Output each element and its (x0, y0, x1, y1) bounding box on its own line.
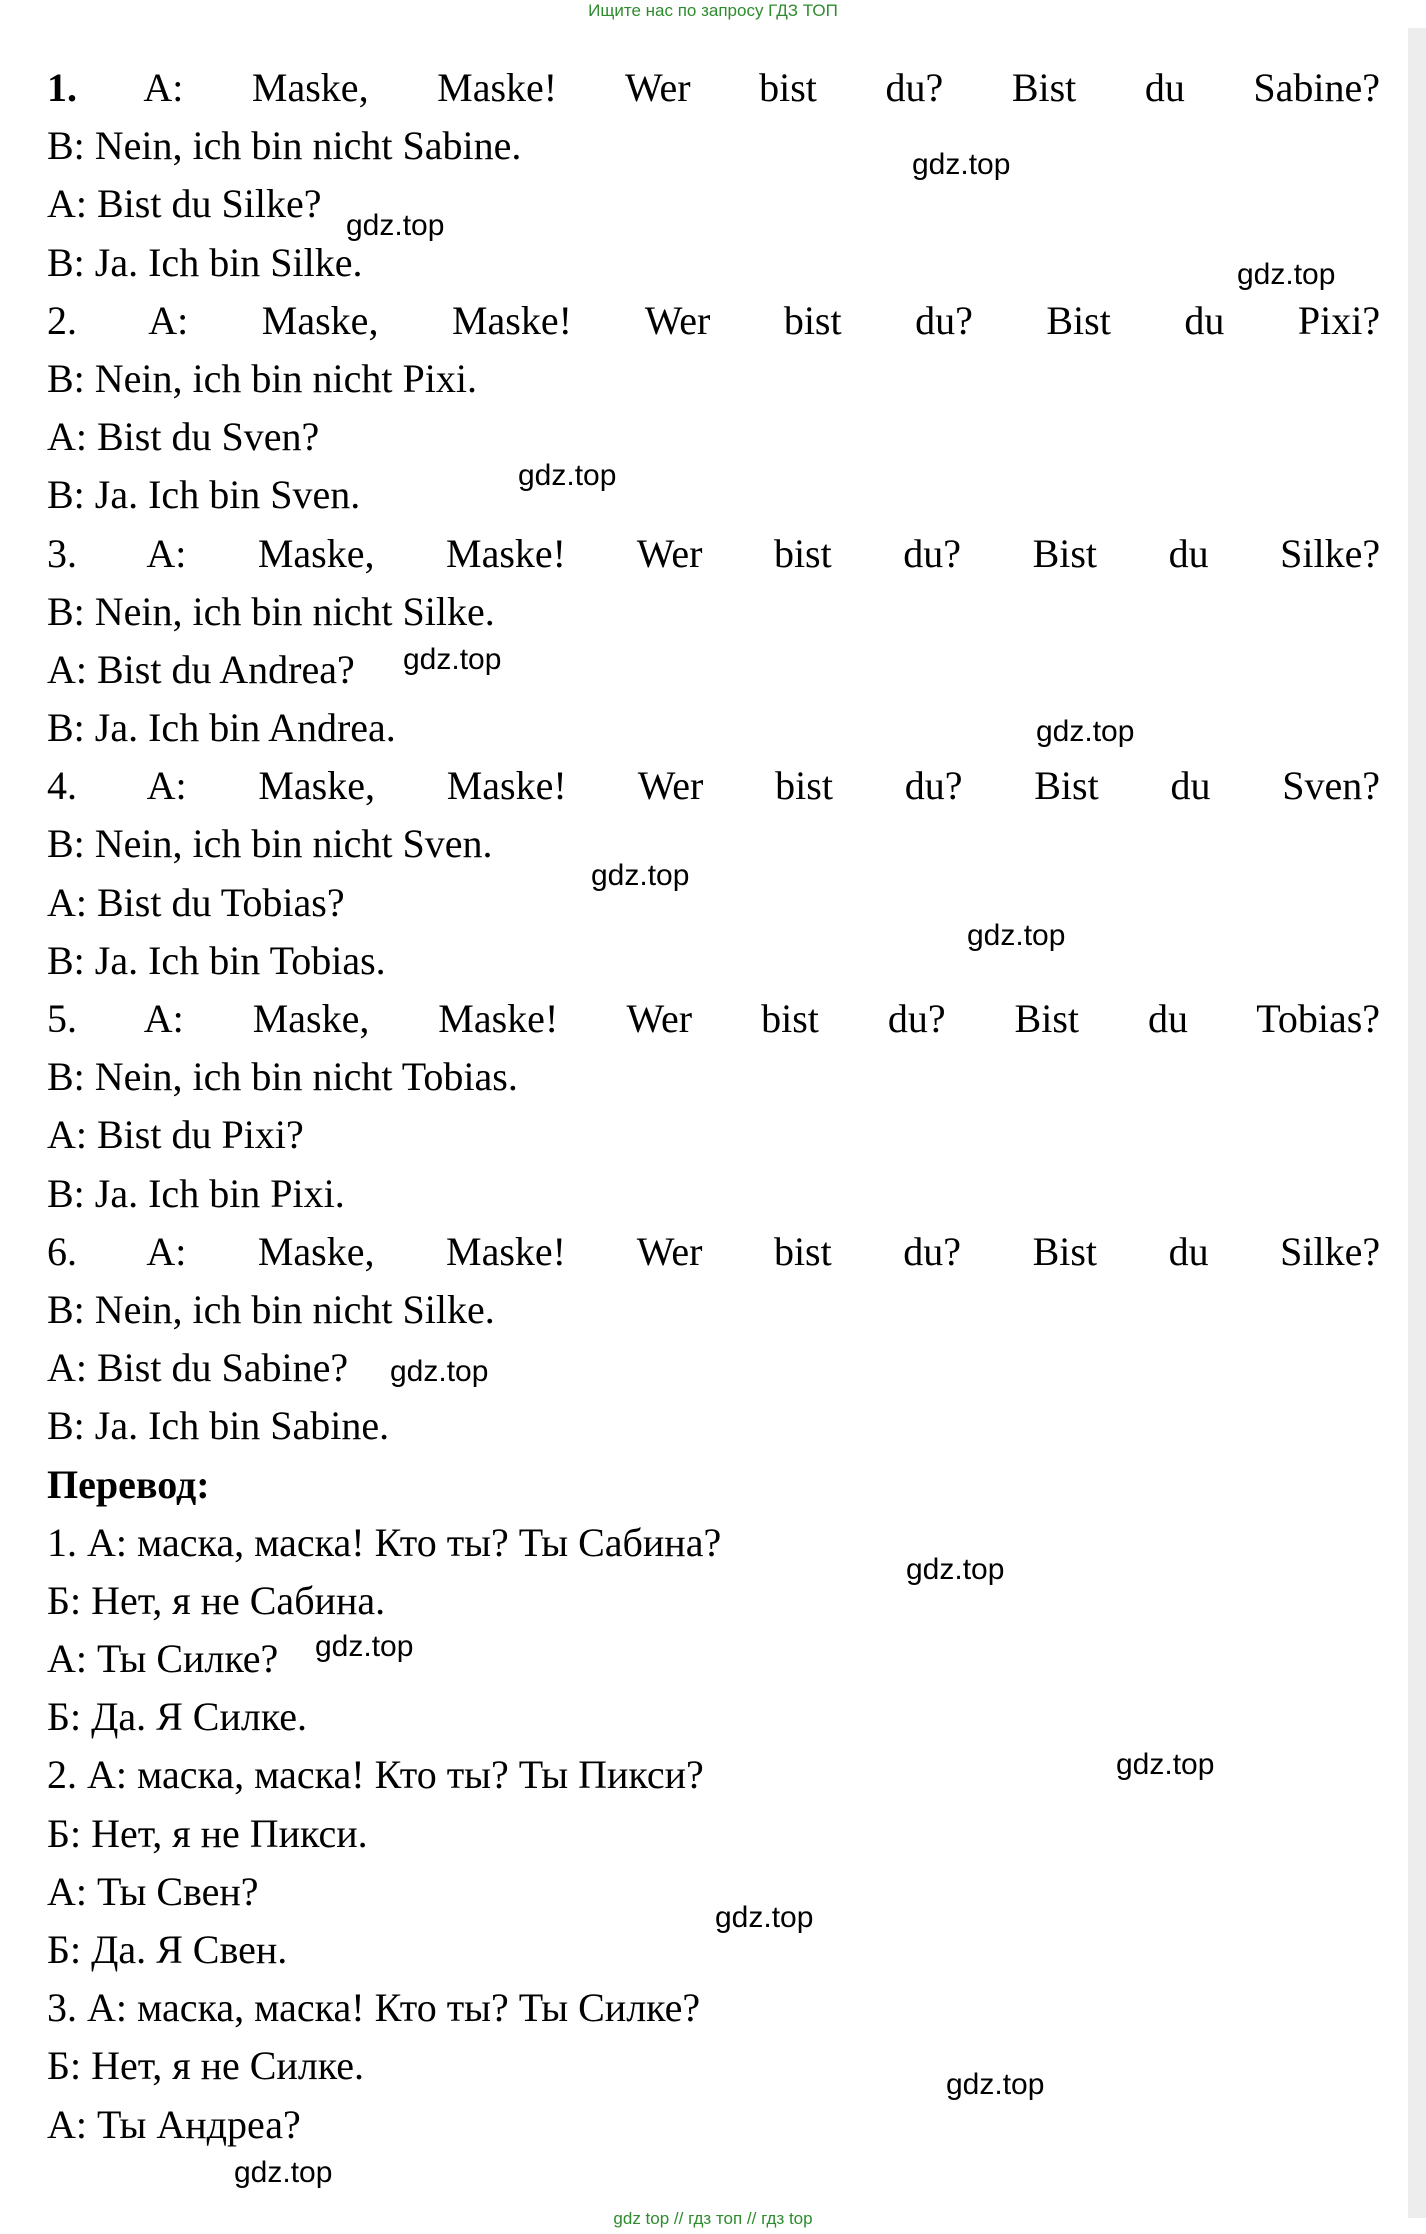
translation-line: 3. А: маска, маска! Кто ты? Ты Силке? (47, 1985, 701, 2031)
translation-line: 2. А: маска, маска! Кто ты? Ты Пикси? (47, 1752, 704, 1798)
dialog-line: B: Nein, ich bin nicht Pixi. (47, 355, 477, 401)
dialog-word: du? (903, 530, 962, 576)
top-banner: Ищите нас по запросу ГДЗ ТОП (588, 1, 838, 20)
dialog-word: Maske, (261, 297, 379, 343)
dialog-word: Maske! (446, 1228, 566, 1274)
watermark: gdz.top (1116, 1748, 1215, 1781)
dialog-question-line (47, 59, 1380, 117)
dialog-number: 5. (47, 996, 77, 1041)
dialog-word: Bist (1032, 1228, 1098, 1274)
translation-line: 1. А: маска, маска! Кто ты? Ты Сабина? (47, 1519, 722, 1565)
dialog-line: B: Ja. Ich bin Silke. (47, 239, 363, 285)
dialog-word: bist (773, 1228, 832, 1274)
translation-line: Б: Нет, я не Силке. (47, 2043, 364, 2089)
dialog-word: Bist (1046, 297, 1111, 343)
dialog-line: B: Nein, ich bin nicht Silke. (47, 1286, 495, 1332)
dialog-line: A: Bist du Tobias? (47, 879, 345, 925)
dialog-line: A: Bist du Pixi? (47, 1112, 304, 1158)
dialog-word: Maske, (252, 996, 370, 1041)
dialog-word: du (1170, 763, 1211, 809)
dialog-word: Maske! (451, 297, 572, 343)
dialog-line: B: Ja. Ich bin Tobias. (47, 937, 386, 983)
watermark: gdz.top (912, 148, 1011, 181)
german-dialogs (47, 59, 1380, 1456)
dialog-word: Bist (1032, 530, 1098, 576)
dialog-line: B: Ja. Ich bin Sabine. (47, 1403, 390, 1449)
watermark: gdz.top (946, 2068, 1045, 2101)
dialog-word: bist (783, 297, 842, 343)
dialog-word: Maske! (437, 65, 558, 110)
dialog-line: B: Nein, ich bin nicht Sabine. (47, 123, 522, 169)
dialog-word: Maske! (446, 530, 566, 576)
dialog-word: du (1144, 65, 1185, 110)
watermark: gdz.top (234, 2156, 333, 2189)
dialog-question-line (47, 292, 1380, 350)
dialog-word: Bist (1011, 65, 1077, 110)
dialog-question-line (47, 525, 1380, 583)
dialog-word: Wer (644, 297, 711, 343)
dialog-line: A: Bist du Andrea? (47, 646, 355, 692)
translation-line: А: Ты Свен? (47, 1868, 259, 1914)
dialog-word: Sabine? (1253, 65, 1381, 110)
dialog-question-line (47, 757, 1380, 815)
dialog-word: du (1147, 996, 1188, 1041)
watermark: gdz.top (715, 1901, 814, 1934)
dialog-word: Maske, (257, 530, 375, 576)
dialog-word: Sven? (1282, 763, 1381, 809)
scrollbar[interactable] (1408, 28, 1426, 2218)
dialog-word: bist (775, 763, 833, 809)
translation-line: Б: Да. Я Свен. (47, 1927, 288, 1972)
dialog-word: du? (887, 996, 946, 1041)
dialog-number: 6. (47, 1228, 77, 1274)
dialog-word: du (1168, 530, 1209, 576)
translation-line: Б: Нет, я не Пикси. (47, 1810, 368, 1856)
dialog-number: 1. (47, 65, 77, 110)
dialog-word: Pixi? (1297, 297, 1381, 343)
watermark: gdz.top (346, 209, 445, 242)
dialog-word: bist (773, 530, 832, 576)
watermark: gdz.top (1036, 715, 1135, 748)
dialog-word: Wer (624, 65, 691, 110)
dialog-word: Bist (1014, 996, 1080, 1041)
dialog-number: 2. (47, 297, 77, 343)
dialog-word: du? (904, 763, 963, 809)
dialog-word: A: (146, 763, 187, 809)
dialog-word: Wer (636, 1228, 703, 1274)
dialog-number: 3. (47, 530, 77, 576)
watermark: gdz.top (906, 1553, 1005, 1586)
dialog-word: Silke? (1280, 1228, 1381, 1274)
dialog-word: Wer (637, 763, 704, 809)
dialog-word: Silke? (1280, 530, 1381, 576)
dialog-line: B: Nein, ich bin nicht Silke. (47, 588, 495, 634)
dialog-word: Bist (1034, 763, 1099, 809)
dialog-word: Wer (636, 530, 703, 576)
dialog-word: du (1184, 297, 1225, 343)
dialog-word: Maske! (446, 763, 567, 809)
russian-translation (47, 1514, 1380, 2154)
footer-links[interactable]: gdz top // гдз топ // гдз top (613, 2209, 813, 2228)
dialog-word: du? (885, 65, 944, 110)
dialog-line: B: Ja. Ich bin Sven. (47, 472, 361, 518)
dialog-word: bist (759, 65, 817, 110)
dialog-word: du? (915, 297, 973, 343)
dialog-line: B: Nein, ich bin nicht Sven. (47, 821, 493, 867)
translation-heading: Перевод: (47, 1461, 210, 1507)
translation-line: А: Ты Силке? (47, 1636, 279, 1682)
dialog-line: B: Ja. Ich bin Andrea. (47, 705, 396, 751)
dialog-word: Maske, (258, 763, 375, 809)
dialog-line: B: Ja. Ich bin Pixi. (47, 1170, 345, 1216)
watermark: gdz.top (591, 859, 690, 892)
dialog-word: Tobias? (1256, 996, 1381, 1041)
dialog-word: Maske, (257, 1228, 375, 1274)
dialog-line: A: Bist du Sven? (47, 414, 320, 460)
watermark: gdz.top (518, 459, 617, 492)
dialog-question-line (47, 990, 1380, 1048)
watermark: gdz.top (390, 1355, 489, 1388)
dialog-word: du? (903, 1228, 962, 1274)
dialog-word: du (1168, 1228, 1209, 1274)
translation-line: Б: Нет, я не Сабина. (47, 1577, 386, 1623)
dialog-line: B: Nein, ich bin nicht Tobias. (47, 1054, 518, 1100)
watermark: gdz.top (1237, 258, 1336, 291)
dialog-word: A: (143, 65, 184, 110)
dialog-number: 4. (47, 763, 77, 809)
dialog-word: A: (148, 297, 189, 343)
dialog-word: Maske, (251, 65, 369, 110)
translation-line: А: Ты Андреа? (47, 2101, 301, 2147)
watermark: gdz.top (315, 1630, 414, 1663)
dialog-word: Maske! (438, 996, 559, 1041)
document-body (47, 59, 1380, 2154)
dialog-word: A: (146, 1228, 187, 1274)
watermark: gdz.top (403, 643, 502, 676)
dialog-line: A: Bist du Sabine? (47, 1345, 349, 1391)
dialog-word: Wer (626, 996, 693, 1041)
translation-line: Б: Да. Я Силке. (47, 1694, 308, 1740)
dialog-line: A: Bist du Silke? (47, 181, 322, 227)
dialog-word: A: (143, 996, 184, 1041)
dialog-word: A: (146, 530, 187, 576)
dialog-word: bist (761, 996, 819, 1041)
dialog-question-line (47, 1223, 1380, 1281)
watermark: gdz.top (967, 919, 1066, 952)
